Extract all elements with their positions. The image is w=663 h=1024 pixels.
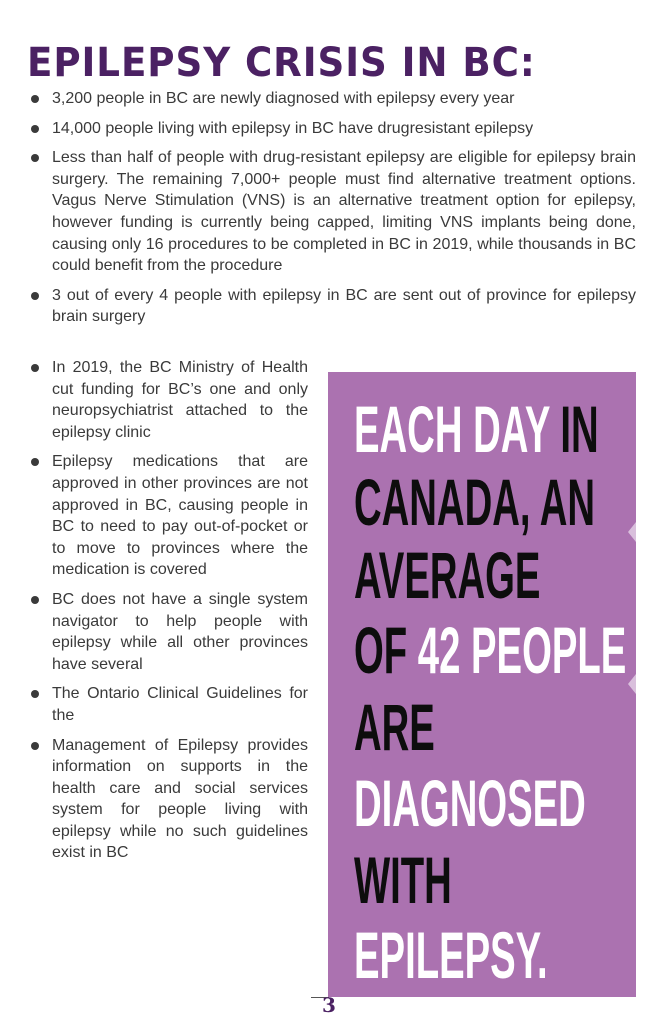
- callout-text: EACH DAY: [354, 392, 561, 466]
- callout-line: DIAGNOSED: [354, 766, 586, 840]
- callout-text: OF: [354, 613, 418, 687]
- notch-decoration: [628, 522, 636, 542]
- callout-line: [354, 613, 627, 687]
- list-item: 3,200 people in BC are newly diagnosed with epilepsy every year: [27, 88, 636, 110]
- list-item: Management of Epilepsy provides information on supports in the health care and social services system for people living with epilepsy while no such guidelines exist in BC: [27, 735, 308, 865]
- callout-line: CANADA, AN: [354, 465, 596, 539]
- callout-line: AVERAGE: [354, 538, 541, 612]
- callout-line: [354, 392, 599, 466]
- list-item: Epilepsy medications that are approved in other provinces are not approved in BC, causing people in BC to need to pay out-of-pocket or to move to provinces where the medication is covered: [27, 451, 308, 581]
- list-item: Less than half of people with drug-resistant epilepsy are eligible for epilepsy brain surgery. The remaining 7,000+ people must find alternative treatment options. Vagus Nerve Stimulation (VNS) is an alternative treatment option for epilepsy, however funding is currently being capped, limiting VNS implants being done, causing only 16 procedures to be completed in BC in 2019, while thousands in BC could benefit from the procedure: [27, 147, 636, 277]
- bullet-list-full-width: [27, 88, 636, 336]
- callout-text: 42 PEOPLE: [417, 613, 627, 687]
- list-item: BC does not have a single system navigator to help people with epilepsy while all other provinces have several: [27, 589, 308, 675]
- list-item: The Ontario Clinical Guidelines for the: [27, 683, 308, 726]
- notch-decoration: [628, 674, 636, 694]
- callout-line: WITH: [354, 843, 452, 917]
- callout-line: ARE: [354, 690, 435, 764]
- bullet-list-left-column: [27, 357, 308, 872]
- callout-text: IN: [560, 392, 599, 466]
- page-title: EPILEPSY CRISIS IN BC:: [27, 40, 536, 86]
- list-item: 3 out of every 4 people with epilepsy in BC are sent out of province for epilepsy brain surgery: [27, 285, 636, 328]
- callout-line: EPILEPSY.: [354, 918, 548, 992]
- list-item: 14,000 people living with epilepsy in BC have drugresistant epilepsy: [27, 118, 636, 140]
- list-item: In 2019, the BC Ministry of Health cut funding for BC’s one and only neuropsychiatrist attached to the epilepsy clinic: [27, 357, 308, 443]
- page-number: 3: [322, 993, 336, 1017]
- callout-box: [328, 372, 636, 997]
